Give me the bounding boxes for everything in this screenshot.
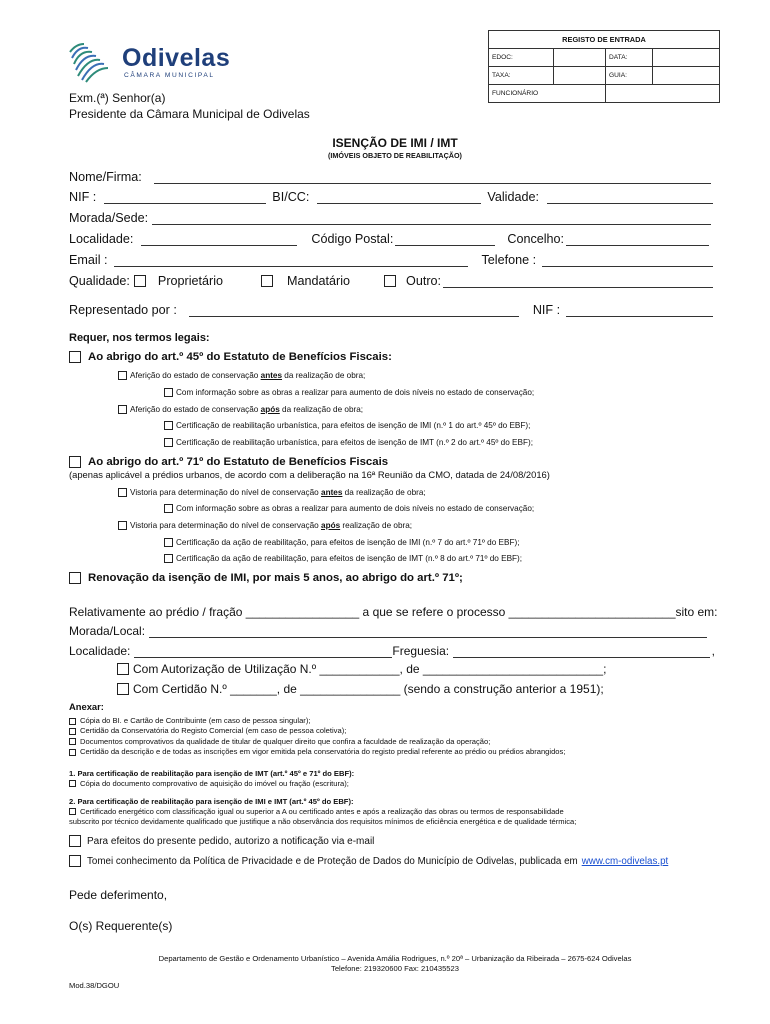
anexar-item	[69, 726, 565, 736]
a71-imt-checkbox[interactable]	[164, 554, 173, 563]
a45-antes-suffix: da realização de obra;	[282, 371, 366, 380]
a45-antes-emphasis: antes	[260, 371, 283, 380]
edoc-label: EDOC:	[489, 49, 554, 67]
freguesia-field[interactable]	[453, 645, 710, 658]
renovacao-label: Renovação da isenção de IMI, por mais 5 anos, ao abrigo do art.º 71º;	[88, 572, 463, 584]
autorizacao-checkbox[interactable]	[117, 663, 129, 675]
requerentes-label: O(s) Requerente(s)	[69, 919, 173, 933]
proprietario-label: Proprietário	[157, 274, 224, 288]
anexar-sec1-option	[69, 779, 349, 788]
anexar-item	[69, 737, 565, 747]
a71-imt-option	[164, 554, 522, 563]
art45-checkbox[interactable]	[69, 351, 81, 363]
anexar-item-label: Certidão da Conservatória do Registo Comercial (em caso de pessoa coletiva);	[80, 726, 347, 736]
privacidade-label: Tomei conhecimento da Política de Privacidade e de Proteção de Dados do Município de Odivelas, publicada em	[87, 855, 578, 867]
a45-imi-option	[164, 421, 530, 430]
telefone-label: Telefone :	[481, 253, 537, 267]
qualidade-label: Qualidade:	[69, 274, 130, 288]
funcionario-label: FUNCIONÁRIO	[489, 85, 606, 103]
a45-antes-option	[118, 371, 365, 380]
nif2-field[interactable]	[566, 304, 713, 317]
anexar-item-checkbox[interactable]	[69, 728, 76, 735]
a71-antes-info-checkbox[interactable]	[164, 504, 173, 513]
data-field[interactable]	[653, 49, 720, 67]
anexar-sec2-label-cont: subscrito por técnico devidamente qualificado que justifique a não observância dos requisitos mínimos de eficiência energética e de qualidade térmica;	[69, 817, 577, 826]
nif-field[interactable]	[104, 191, 266, 204]
a45-imt-option	[164, 438, 533, 447]
validade-field[interactable]	[547, 191, 713, 204]
form-model-code: Mod.38/DGOU	[69, 981, 120, 990]
predio-morada-label: Morada/Local:	[69, 624, 146, 638]
data-label: DATA:	[606, 49, 653, 67]
nif2-label: NIF :	[532, 303, 561, 317]
a71-antes-info-option	[164, 504, 534, 513]
a45-imi-label: Certificação de reabilitação urbanística, para efeitos de isenção de IMI (n.º 1 do art.º 45º do EBF);	[176, 421, 531, 430]
renovacao-option	[69, 572, 463, 584]
anexar-item-label: Documentos comprovativos da qualidade de titular de qualquer direito que confira a faculdade de realização da operação;	[80, 736, 491, 746]
notificacao-checkbox[interactable]	[69, 835, 81, 847]
a71-antes-emphasis: antes	[321, 488, 343, 497]
requer-heading: Requer, nos termos legais:	[69, 332, 210, 344]
municipio-website-link[interactable]: www.cm-odivelas.pt	[581, 855, 669, 867]
a45-imi-checkbox[interactable]	[164, 421, 173, 430]
a45-antes-info-option	[164, 388, 534, 397]
predio-localidade-label: Localidade:	[69, 644, 131, 658]
art71-label: Ao abrigo do art.º 71º do Estatuto de Benefícios Fiscais	[88, 456, 389, 468]
mandatario-label: Mandatário	[287, 274, 351, 288]
a71-antes-option	[118, 488, 426, 497]
a71-apos-emphasis: após	[321, 521, 341, 530]
anexar-item-label: Cópia do BI. e Cartão de Contribuinte (em caso de pessoa singular);	[80, 716, 311, 725]
a71-imt-label: Certificação da ação de reabilitação, para efeitos de isenção de IMT (n.º 8 do art.º 71º do EBF);	[176, 554, 523, 563]
autorizacao-label: Com Autorização de Utilização N.º ____________, de ___________________________;	[133, 662, 607, 676]
concelho-field[interactable]	[566, 233, 709, 246]
certidao-checkbox[interactable]	[117, 683, 129, 695]
a71-antes-info-label: Com informação sobre as obras a realizar para aumento de dois níveis no estado de conservação;	[176, 504, 535, 513]
qualidade-row	[69, 274, 713, 288]
localidade-label: Localidade:	[69, 232, 134, 246]
predio-morada-row	[69, 624, 707, 638]
a71-apos-checkbox[interactable]	[118, 521, 127, 530]
anexar-item-label: Certidão da descrição e de todas as inscrições em vigor emitida pela conservatória do registo predial referente ao prédio ou prédios abrangidos;	[80, 746, 566, 756]
morada-row	[69, 211, 711, 225]
registo-title: REGISTO DE ENTRADA	[489, 31, 720, 49]
nome-label: Nome/Firma:	[69, 170, 142, 184]
localidade-row	[69, 232, 709, 246]
recipient-line1: Exm.(ª) Senhor(a)	[69, 91, 166, 105]
logo-subtitle: CÂMARA MUNICIPAL	[124, 72, 215, 79]
email-label: Email :	[69, 253, 108, 267]
outro-checkbox[interactable]	[384, 275, 396, 287]
anexar-sec1-checkbox[interactable]	[69, 780, 76, 787]
a71-apos-suffix: realização de obra;	[340, 521, 413, 530]
nome-row	[69, 170, 711, 184]
email-field[interactable]	[114, 254, 468, 267]
predio-morada-field[interactable]	[149, 625, 707, 638]
taxa-field[interactable]	[554, 67, 606, 85]
nome-field[interactable]	[154, 171, 711, 184]
a45-apos-option	[118, 405, 363, 414]
a71-imi-option	[164, 538, 519, 547]
proprietario-checkbox[interactable]	[134, 275, 146, 287]
a45-apos-suffix: da realização de obra;	[279, 405, 364, 414]
bicc-label: BI/CC:	[272, 190, 310, 204]
anexar-item	[69, 747, 565, 757]
pede-deferimento: Pede deferimento,	[69, 888, 168, 902]
codigo-postal-field[interactable]	[395, 233, 495, 246]
predio-localidade-row	[69, 644, 715, 658]
funcionario-field[interactable]	[606, 85, 720, 103]
edoc-field[interactable]	[554, 49, 606, 67]
taxa-label: TAXA:	[489, 67, 554, 85]
a45-antes-info-checkbox[interactable]	[164, 388, 173, 397]
predio-line: Relativamente ao prédio / fração _________________ a que se refere o processo _________________________sito em:	[69, 605, 718, 619]
guia-label: GUIA:	[606, 67, 653, 85]
anexar-list	[69, 716, 565, 757]
a71-apos-label: Vistoria para determinação do nível de conservação	[130, 521, 322, 530]
privacidade-checkbox[interactable]	[69, 855, 81, 867]
notificacao-label: Para efeitos do presente pedido, autorizo a notificação via e-mail	[87, 835, 375, 847]
art45-label: Ao abrigo do art.º 45º do Estatuto de Benefícios Fiscais:	[88, 351, 392, 363]
a45-antes-label: Aferição do estado de conservação	[130, 371, 261, 380]
recipient-line2: Presidente da Câmara Municipal de Odivelas	[69, 107, 310, 121]
a45-apos-label: Aferição do estado de conservação	[130, 405, 261, 414]
anexar-item-checkbox[interactable]	[69, 738, 76, 745]
anexar-sec2-option	[69, 807, 564, 816]
art71-note: (apenas aplicável a prédios urbanos, de acordo com a deliberação na 16ª Reunião da CMO, datada de 24/08/2016)	[69, 469, 550, 480]
outro-label: Outro:	[406, 274, 442, 288]
localidade-field[interactable]	[141, 233, 297, 246]
certidao-label: Com Certidão N.º _______, de _______________ (sendo a construção anterior a 1951);	[133, 682, 604, 696]
art71-option	[69, 456, 388, 468]
anexar-item-checkbox[interactable]	[69, 718, 76, 725]
footer-contacts: Telefone: 219320600 Fax: 210435523	[331, 964, 459, 973]
art71-checkbox[interactable]	[69, 456, 81, 468]
certidao-option	[117, 682, 604, 696]
representado-label: Representado por :	[69, 303, 177, 317]
bicc-field[interactable]	[317, 191, 481, 204]
privacidade-option	[69, 855, 668, 867]
a71-antes-checkbox[interactable]	[118, 488, 127, 497]
notificacao-option	[69, 835, 374, 847]
anexar-sec1-title: 1. Para certificação de reabilitação para isenção de IMT (art.º 45º e 71º do EBF):	[69, 769, 355, 778]
a45-imt-checkbox[interactable]	[164, 438, 173, 447]
a71-apos-option	[118, 521, 412, 530]
page-title: ISENÇÃO DE IMI / IMT	[332, 136, 458, 150]
anexar-sec1-label: Cópia do documento comprovativo de aquisição do imóvel ou fração (escritura);	[80, 779, 349, 788]
telefone-field[interactable]	[542, 254, 713, 267]
validade-label: Validade:	[487, 190, 539, 204]
concelho-label: Concelho:	[507, 232, 565, 246]
outro-field[interactable]	[443, 275, 713, 288]
mandatario-checkbox[interactable]	[261, 275, 273, 287]
representado-field[interactable]	[189, 304, 519, 317]
morada-field[interactable]	[152, 212, 711, 225]
anexar-sec2-label: Certificado energético com classificação igual ou superior a A ou certificado antes e após a realização das obras ou termos de responsabilidade	[80, 807, 564, 816]
freguesia-comma: ,	[711, 644, 715, 658]
anexar-heading: Anexar:	[69, 701, 104, 712]
nif-row	[69, 190, 713, 204]
anexar-sec2-title: 2. Para certificação de reabilitação para isenção de IMI e IMT (art.º 45º do EBF):	[69, 797, 354, 806]
logo	[66, 40, 236, 84]
page-subtitle: (IMÓVEIS OBJETO DE REABILITAÇÃO)	[328, 151, 462, 160]
email-row	[69, 253, 713, 267]
predio-localidade-field[interactable]	[134, 645, 392, 658]
a71-antes-suffix: da realização de obra;	[342, 488, 426, 497]
odivelas-logo-icon	[66, 40, 118, 84]
a45-antes-info-label: Com informação sobre as obras a realizar para aumento de dois níveis no estado de conservação;	[176, 388, 535, 397]
renovacao-checkbox[interactable]	[69, 572, 81, 584]
anexar-sec2-checkbox[interactable]	[69, 808, 76, 815]
guia-field[interactable]	[653, 67, 720, 85]
a45-antes-checkbox[interactable]	[118, 371, 127, 380]
anexar-item	[69, 716, 565, 726]
a71-antes-label: Vistoria para determinação do nível de conservação	[130, 488, 322, 497]
registo-de-entrada-table	[488, 30, 720, 103]
a45-imt-label: Certificação de reabilitação urbanística, para efeitos de isenção de IMT (n.º 2 do art.º 45º do EBF);	[176, 438, 533, 447]
a45-apos-checkbox[interactable]	[118, 405, 127, 414]
a71-imi-checkbox[interactable]	[164, 538, 173, 547]
morada-label: Morada/Sede:	[69, 211, 149, 225]
representado-row	[69, 303, 713, 317]
nif-label: NIF :	[69, 190, 97, 204]
codigo-postal-label: Código Postal:	[311, 232, 394, 246]
a45-apos-emphasis: após	[260, 405, 280, 414]
art45-option	[69, 351, 392, 363]
logo-name: Odivelas	[122, 44, 231, 72]
anexar-item-checkbox[interactable]	[69, 749, 76, 756]
autorizacao-option	[117, 662, 606, 676]
footer-address: Departamento de Gestão e Ordenamento Urbanístico – Avenida Amália Rodrigues, n.º 20ª – Urbanização da Ribeirada – 2675-624 Odivelas	[158, 954, 632, 963]
freguesia-label: Freguesia:	[392, 644, 450, 658]
a71-imi-label: Certificação da ação de reabilitação, para efeitos de isenção de IMI (n.º 7 do art.º 71º do EBF);	[176, 538, 520, 547]
